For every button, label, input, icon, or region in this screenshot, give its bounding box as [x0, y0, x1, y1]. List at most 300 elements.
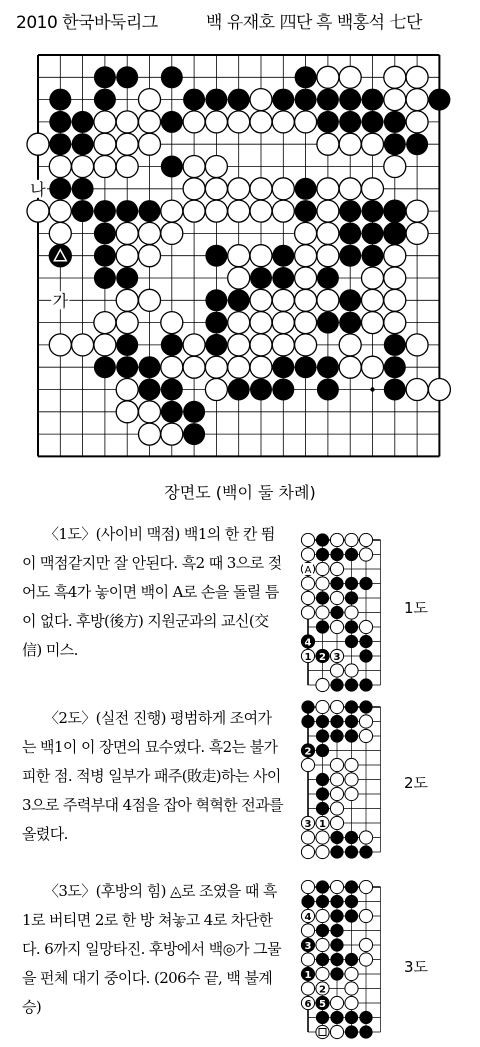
white-stone: [272, 334, 294, 356]
move-number: 5: [319, 998, 326, 1010]
white-stone: [406, 379, 428, 401]
white-stone: [316, 845, 329, 858]
black-stone: [330, 678, 343, 691]
white-stone: [161, 423, 183, 445]
white-stone: [301, 845, 314, 858]
white-stone: [406, 222, 428, 244]
black-stone: [345, 635, 358, 648]
white-stone: [316, 1025, 329, 1038]
white-stone: [406, 111, 428, 133]
white-stone: [250, 111, 272, 133]
black-stone: [359, 577, 372, 590]
white-stone: [301, 982, 314, 995]
black-stone: [316, 773, 329, 786]
white-stone: [295, 222, 317, 244]
white-stone: [250, 356, 272, 378]
white-stone: [359, 938, 372, 951]
white-stone: [406, 334, 428, 356]
black-stone: [345, 909, 358, 922]
black-stone: [161, 156, 183, 178]
black-stone: [330, 548, 343, 561]
move-number: 4: [304, 637, 312, 649]
white-stone: [183, 178, 205, 200]
black-stone: [116, 267, 138, 289]
white-stone: [139, 401, 161, 423]
move-number: 1: [304, 651, 312, 663]
black-stone: [49, 133, 71, 155]
white-stone: [250, 289, 272, 311]
black-stone: [362, 111, 384, 133]
black-stone: [359, 700, 372, 713]
white-stone: [183, 356, 205, 378]
black-stone: [94, 200, 116, 222]
black-stone: [330, 606, 343, 619]
white-stone: [161, 312, 183, 334]
black-stone: [161, 379, 183, 401]
white-stone: [345, 664, 358, 677]
white-stone: [116, 156, 138, 178]
black-stone: [330, 845, 343, 858]
white-stone: [316, 577, 329, 590]
white-stone: [330, 816, 343, 829]
white-stone: [317, 289, 339, 311]
move-number: 2: [319, 984, 326, 996]
black-stone: [317, 312, 339, 334]
black-stone: [330, 895, 343, 908]
black-stone: [330, 729, 343, 742]
black-stone: [183, 401, 205, 423]
black-stone: [228, 379, 250, 401]
white-stone: [362, 312, 384, 334]
white-stone: [339, 178, 361, 200]
black-stone: [161, 401, 183, 423]
black-stone: [359, 649, 372, 662]
white-stone: [359, 831, 372, 844]
white-stone: [359, 620, 372, 633]
black-stone: [316, 548, 329, 561]
white-stone: [384, 89, 406, 111]
white-stone: [139, 289, 161, 311]
black-stone: [330, 953, 343, 966]
move-number: 2: [319, 651, 326, 663]
black-stone: [345, 620, 358, 633]
white-stone: [359, 548, 372, 561]
board-label: 가: [52, 291, 69, 311]
white-stone: [359, 715, 372, 728]
white-stone: [362, 267, 384, 289]
black-stone: [183, 89, 205, 111]
black-stone: [295, 66, 317, 88]
black-stone: [272, 267, 294, 289]
black-stone: [316, 729, 329, 742]
black-stone: [339, 222, 361, 244]
white-stone: [295, 334, 317, 356]
white-stone: [362, 133, 384, 155]
white-stone: [94, 133, 116, 155]
white-stone: [301, 606, 314, 619]
move-number: 3: [304, 818, 312, 830]
white-stone: [295, 111, 317, 133]
black-stone: [362, 200, 384, 222]
white-stone: [330, 664, 343, 677]
black-stone: [339, 245, 361, 267]
white-stone: [228, 111, 250, 133]
white-stone: [301, 758, 314, 771]
white-stone: [339, 66, 361, 88]
black-stone: [72, 178, 94, 200]
black-stone: [330, 909, 343, 922]
black-stone: [94, 222, 116, 244]
black-stone: [205, 312, 227, 334]
black-stone: [317, 89, 339, 111]
black-stone: [183, 423, 205, 445]
black-stone: [301, 895, 314, 908]
white-stone: [359, 880, 372, 893]
white-stone: [362, 356, 384, 378]
black-stone: [49, 89, 71, 111]
white-stone: [139, 245, 161, 267]
black-stone: [339, 111, 361, 133]
white-stone: [183, 156, 205, 178]
white-stone: [250, 245, 272, 267]
white-stone: [317, 178, 339, 200]
white-stone: [339, 133, 361, 155]
black-stone: [359, 1011, 372, 1024]
white-stone: [359, 909, 372, 922]
white-stone: [272, 312, 294, 334]
white-stone: [384, 66, 406, 88]
white-stone: [359, 729, 372, 742]
white-stone: [228, 245, 250, 267]
black-stone: [295, 356, 317, 378]
black-stone: [384, 334, 406, 356]
move-number: 4: [304, 911, 312, 923]
white-stone: [345, 787, 358, 800]
white-stone: [161, 222, 183, 244]
diagram-2-label: 2도: [403, 774, 429, 792]
board-caption: 장면도 (백이 둘 차례): [164, 483, 316, 502]
black-stone: [345, 577, 358, 590]
white-stone: [183, 200, 205, 222]
commentary-2: 〈2도〉(실전 진행) 평범하게 조여가는 백1이 이 장면의 묘수였다. 흑2는 불가피한 점. 적병 일부가 패주(敗走)하는 사이 3으로 주력부대 4점을 잡아 혁혁한 전과를 올렸다.: [22, 709, 283, 843]
black-stone: [384, 379, 406, 401]
black-stone: [94, 245, 116, 267]
white-stone: [161, 200, 183, 222]
white-stone: [317, 66, 339, 88]
white-stone: [139, 133, 161, 155]
black-stone: [330, 577, 343, 590]
white-stone: [139, 111, 161, 133]
black-stone: [317, 356, 339, 378]
black-stone: [345, 880, 358, 893]
black-stone: [116, 356, 138, 378]
move-number: 1: [319, 818, 326, 830]
black-stone: [316, 895, 329, 908]
white-stone: [295, 267, 317, 289]
black-stone: [345, 1011, 358, 1024]
white-stone: [345, 967, 358, 980]
black-stone: [161, 334, 183, 356]
black-stone: [384, 356, 406, 378]
white-stone: [94, 156, 116, 178]
black-stone: [330, 967, 343, 980]
white-stone: [72, 334, 94, 356]
commentary-3: 〈3도〉(후방의 힘) ◬로 조였을 때 흑1로 버티면 2로 한 방 쳐놓고 4로 차단한다. 6까지 일망타진. 후방에서 백◎가 그물을 펀체 대기 중이다. (206수 끝, 백 불계승): [22, 882, 281, 1016]
white-stone: [317, 133, 339, 155]
white-stone: [205, 356, 227, 378]
white-stone: [228, 267, 250, 289]
white-stone: [228, 356, 250, 378]
black-stone: [49, 111, 71, 133]
white-stone: [345, 533, 358, 546]
black-stone: [205, 289, 227, 311]
black-stone: [94, 89, 116, 111]
black-stone: [116, 334, 138, 356]
black-stone: [345, 1025, 358, 1038]
black-stone: [316, 715, 329, 728]
black-stone: [161, 66, 183, 88]
white-stone: [228, 334, 250, 356]
white-stone: [317, 222, 339, 244]
black-stone: [301, 715, 314, 728]
black-stone: [316, 953, 329, 966]
white-stone: [330, 700, 343, 713]
white-stone: [330, 787, 343, 800]
white-stone: [316, 678, 329, 691]
black-stone: [272, 245, 294, 267]
white-stone: [27, 133, 49, 155]
black-stone: [384, 200, 406, 222]
black-stone: [330, 831, 343, 844]
white-stone: [205, 379, 227, 401]
black-stone: [205, 334, 227, 356]
black-stone: [316, 533, 329, 546]
white-stone: [250, 334, 272, 356]
white-stone: [362, 289, 384, 311]
white-stone: [295, 245, 317, 267]
black-stone: [72, 133, 94, 155]
black-stone: [339, 289, 361, 311]
white-stone: [330, 996, 343, 1009]
black-stone: [339, 312, 361, 334]
diagram-3-label: 3도: [403, 958, 429, 976]
white-stone: [316, 909, 329, 922]
white-stone: [406, 89, 428, 111]
black-stone: [345, 831, 358, 844]
white-stone: [272, 289, 294, 311]
white-stone: [301, 880, 314, 893]
diagram-1-label: 1도: [403, 599, 429, 617]
black-stone: [317, 111, 339, 133]
black-stone: [295, 89, 317, 111]
point-letter: A: [304, 565, 312, 576]
white-stone: [94, 312, 116, 334]
white-stone: [183, 334, 205, 356]
white-stone: [205, 111, 227, 133]
white-stone: [295, 289, 317, 311]
white-stone: [330, 880, 343, 893]
black-stone: [94, 267, 116, 289]
white-stone: [228, 178, 250, 200]
white-stone: [301, 924, 314, 937]
black-stone: [228, 89, 250, 111]
white-stone: [345, 773, 358, 786]
black-stone: [295, 200, 317, 222]
white-stone: [316, 831, 329, 844]
white-stone: [345, 606, 358, 619]
black-stone: [317, 267, 339, 289]
white-stone: [250, 312, 272, 334]
black-stone: [384, 111, 406, 133]
move-number: 3: [333, 651, 341, 663]
black-stone: [316, 880, 329, 893]
black-stone: [317, 379, 339, 401]
white-stone: [330, 1025, 343, 1038]
black-stone: [359, 678, 372, 691]
white-stone: [330, 620, 343, 633]
white-stone: [301, 533, 314, 546]
white-stone: [94, 334, 116, 356]
white-stone: [116, 222, 138, 244]
white-stone: [362, 178, 384, 200]
white-stone: [139, 89, 161, 111]
diagram-3: [300, 880, 382, 1046]
black-stone: [384, 222, 406, 244]
game-header: [0, 4, 480, 38]
white-stone: [139, 423, 161, 445]
white-stone: [250, 89, 272, 111]
black-stone: [316, 924, 329, 937]
white-stone: [116, 401, 138, 423]
black-stone: [139, 379, 161, 401]
black-stone: [330, 924, 343, 937]
white-stone: [339, 356, 361, 378]
white-stone: [359, 953, 372, 966]
white-stone: [205, 156, 227, 178]
black-stone: [161, 111, 183, 133]
move-number: 6: [304, 998, 312, 1010]
black-stone: [345, 895, 358, 908]
black-stone: [94, 66, 116, 88]
move-number: 1: [304, 969, 312, 981]
black-stone: [72, 111, 94, 133]
black-stone: [72, 200, 94, 222]
black-stone: [250, 379, 272, 401]
white-stone: [116, 379, 138, 401]
white-stone: [228, 312, 250, 334]
white-stone: [330, 591, 343, 604]
black-stone: [272, 89, 294, 111]
white-stone: [330, 758, 343, 771]
white-stone: [384, 289, 406, 311]
board-label: 나: [30, 179, 46, 199]
white-stone: [345, 982, 358, 995]
diagram-2: [300, 700, 382, 860]
black-stone: [49, 178, 71, 200]
white-stone: [116, 312, 138, 334]
white-stone: [301, 548, 314, 561]
black-stone: [139, 200, 161, 222]
white-stone: [205, 178, 227, 200]
black-stone: [228, 289, 250, 311]
black-stone: [330, 715, 343, 728]
white-stone: [406, 66, 428, 88]
white-stone: [301, 577, 314, 590]
white-stone: [428, 379, 450, 401]
white-stone: [384, 156, 406, 178]
star-point: [370, 387, 374, 391]
go-board: [0, 40, 480, 470]
white-player: 백 유재호 四단: [206, 13, 312, 33]
black-stone: [345, 953, 358, 966]
white-stone: [316, 562, 329, 575]
white-stone: [384, 245, 406, 267]
diagram-1: [300, 533, 382, 693]
black-stone: [205, 245, 227, 267]
white-stone: [94, 111, 116, 133]
black-stone: [272, 356, 294, 378]
black-player: 흑 백홍석 七단: [316, 13, 422, 33]
move-number: 3: [304, 940, 312, 952]
white-stone: [250, 178, 272, 200]
white-stone: [330, 802, 343, 815]
black-stone: [316, 744, 329, 757]
black-stone: [359, 845, 372, 858]
black-stone: [316, 802, 329, 815]
black-stone: [94, 356, 116, 378]
black-stone: [406, 133, 428, 155]
white-stone: [330, 533, 343, 546]
black-stone: [316, 591, 329, 604]
white-stone: [301, 953, 314, 966]
white-stone: [272, 178, 294, 200]
black-stone: [345, 845, 358, 858]
white-stone: [345, 758, 358, 771]
white-stone: [316, 606, 329, 619]
white-stone: [205, 200, 227, 222]
white-stone: [384, 267, 406, 289]
black-stone: [272, 379, 294, 401]
black-stone: [359, 635, 372, 648]
white-stone: [49, 334, 71, 356]
black-stone: [339, 89, 361, 111]
black-stone: [116, 66, 138, 88]
white-stone: [406, 200, 428, 222]
white-stone: [330, 773, 343, 786]
black-stone: [345, 591, 358, 604]
league-title: 2010 한국바둑리그: [16, 13, 158, 33]
white-stone: [72, 156, 94, 178]
white-stone: [301, 831, 314, 844]
white-stone: [116, 289, 138, 311]
white-stone: [316, 967, 329, 980]
black-stone: [205, 89, 227, 111]
black-stone: [362, 222, 384, 244]
black-stone: [345, 548, 358, 561]
white-stone: [272, 111, 294, 133]
black-stone: [345, 729, 358, 742]
marked-black-stone: [49, 245, 71, 267]
white-stone: [301, 591, 314, 604]
white-stone: [116, 133, 138, 155]
white-stone: [317, 245, 339, 267]
white-stone: [49, 200, 71, 222]
white-stone: [384, 312, 406, 334]
white-stone: [317, 200, 339, 222]
black-stone: [330, 1011, 343, 1024]
black-stone: [362, 245, 384, 267]
black-stone: [301, 700, 314, 713]
